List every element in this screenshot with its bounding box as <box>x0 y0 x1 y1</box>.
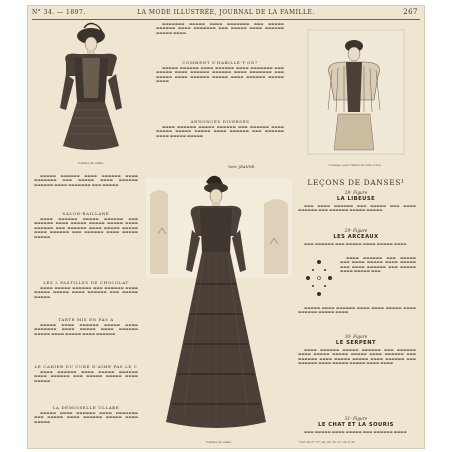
figure-29-number: 29ᵉ Figure <box>344 228 368 233</box>
subhead-left-3: TARTE MIS EN PAS A <box>58 317 114 322</box>
text-left-6: ▬▬▬▬▬ ▬▬▬▬ ▬▬▬▬▬▬ ▬▬▬▬ ▬▬▬▬▬▬▬ ▬▬▬ ▬▬▬▬▬ ▬▬▬▬ ▬▬▬▬▬▬ ▬▬▬▬▬ ▬▬▬▬ ▬▬▬▬▬ <box>34 411 138 424</box>
text-fig-30: ▬▬▬▬ ▬▬▬▬▬▬ ▬▬▬▬▬ ▬▬▬▬▬▬ ▬▬▬ ▬▬▬▬▬▬ ▬▬▬▬ ▬▬▬▬▬ ▬▬▬▬▬ ▬▬▬▬▬ ▬▬▬▬ ▬▬▬▬▬▬ ▬▬▬ ▬▬▬▬▬▬ ▬▬▬▬ ▬▬▬▬▬ ▬▬▬▬▬ ▬▬▬▬ ▬▬▬▬▬▬ ▬▬▬ ▬▬▬▬▬▬ ▬▬▬▬ ▬▬▬▬▬ ▬▬▬▬▬ ▬▬▬▬ ▬▬▬▬ <box>298 348 416 366</box>
figure-29-name: LES ARCEAUX <box>333 234 379 240</box>
subhead-left-2: LES 2 PASTILLES DE CHOCOLAT <box>43 280 129 285</box>
figure-28-number: 28ᵉ Figure <box>344 190 368 195</box>
text-left-3: ▬▬▬▬ ▬▬▬▬▬ ▬▬▬▬▬▬ ▬▬▬ ▬▬▬▬▬▬ ▬▬▬▬ ▬▬▬▬▬ ▬▬▬▬▬ ▬▬▬▬ ▬▬▬▬▬▬ ▬▬▬ ▬▬▬▬▬ ▬▬▬▬▬ <box>34 286 138 299</box>
text-fig-29-c: ▬▬▬▬▬ ▬▬▬▬ ▬▬▬▬▬▬ ▬▬▬▬ ▬▬▬▬ ▬▬▬▬▬ ▬▬▬▬ ▬▬▬▬▬▬ ▬▬▬▬▬ ▬▬▬▬ <box>298 306 416 315</box>
subhead-left-5: LA DEMOISELLE ULLABE <box>52 405 120 410</box>
header-rule <box>32 19 420 20</box>
text-left-4: ▬▬▬▬▬ ▬▬▬▬ ▬▬▬▬▬▬ ▬▬▬▬▬ ▬▬▬▬ ▬▬▬▬▬▬▬ ▬▬▬▬ ▬▬▬▬▬ ▬▬▬▬ ▬▬▬▬▬▬ ▬▬▬▬▬ ▬▬▬▬ ▬▬▬▬▬ ▬▬▬▬ ▬▬▬▬▬▬ <box>34 323 138 336</box>
figure-31-number: 31ᵉ Figure <box>344 416 368 421</box>
fashion-plate-left <box>36 22 146 162</box>
signature: Ystri. JEANNE. <box>228 165 256 169</box>
fashion-plate-right <box>298 24 410 164</box>
subhead-left-4: LE CAHIER DU CURÉ N'AIME PAS LE C <box>34 364 138 369</box>
page-number: 267 <box>403 8 418 16</box>
text-middle-top-1: ▬▬▬▬▬▬▬ ▬▬▬▬▬ ▬▬▬▬ ▬▬▬▬▬▬▬ ▬▬▬ ▬▬▬▬▬ ▬▬▬▬▬▬ ▬▬▬▬ ▬▬▬▬▬▬▬ ▬▬▬ ▬▬▬▬▬ ▬▬▬▬ ▬▬▬▬▬▬ ▬▬▬▬▬ ▬▬▬▬ <box>156 22 284 35</box>
subhead-left-1: SALON-RAILLANE <box>62 211 110 216</box>
page-header <box>28 6 424 20</box>
text-left-2: ▬▬▬▬ ▬▬▬▬▬▬ ▬▬▬▬▬ ▬▬▬▬▬▬ ▬▬▬ ▬▬▬▬▬▬ ▬▬▬▬ ▬▬▬▬▬ ▬▬▬▬▬ ▬▬▬▬▬ ▬▬▬▬ ▬▬▬▬▬▬ ▬▬▬ ▬▬▬▬▬▬ ▬▬▬▬ ▬▬▬▬▬ ▬▬▬▬▬ ▬▬▬▬ ▬▬▬▬▬▬ ▬▬▬ ▬▬▬▬▬▬ ▬▬▬▬ ▬▬▬▬▬ ▬▬▬▬▬ <box>34 217 138 239</box>
masthead: LA MODE ILLUSTRÉE, JOURNAL DE LA FAMILLE. <box>137 9 315 16</box>
dance-lessons-title: LEÇONS DE DANSES¹ <box>307 178 405 187</box>
text-fig-29-a: ▬▬▬ ▬▬▬▬▬▬ ▬▬▬ ▬▬▬▬▬ ▬▬▬▬ ▬▬▬▬▬ ▬▬▬▬ <box>304 242 407 246</box>
fashion-plate-center <box>144 174 294 440</box>
caption-left: Toilette de visite. <box>77 161 105 165</box>
text-left-5: ▬▬▬▬ ▬▬▬▬▬▬ ▬▬▬▬ ▬▬▬▬▬ ▬▬▬▬▬▬ ▬▬▬▬ ▬▬▬▬▬▬ ▬▬▬ ▬▬▬▬▬ ▬▬▬▬▬ ▬▬▬▬ ▬▬▬▬▬ <box>34 370 138 383</box>
footnote: ¹ Voir les nᵒˢ 27, 28, 29, 30, 31, 32 et 33. <box>298 440 356 444</box>
magazine-page <box>28 6 424 448</box>
text-left-1: ▬▬▬▬▬ ▬▬▬▬▬▬ ▬▬▬▬ ▬▬▬▬▬▬ ▬▬▬▬ ▬▬▬▬▬▬▬ ▬▬▬ ▬▬▬▬▬ ▬▬▬▬ ▬▬▬▬▬▬ ▬▬▬▬▬▬ ▬▬▬▬ ▬▬▬▬▬▬▬ ▬▬▬ ▬▬▬▬▬ <box>34 174 138 187</box>
text-middle-top-2: ▬▬▬▬▬ ▬▬▬▬▬▬ ▬▬▬▬ ▬▬▬▬▬▬ ▬▬▬▬ ▬▬▬▬▬▬▬ ▬▬▬ ▬▬▬▬▬ ▬▬▬▬ ▬▬▬▬▬▬ ▬▬▬▬▬▬ ▬▬▬▬ ▬▬▬▬▬▬▬ ▬▬▬ ▬▬▬▬▬ ▬▬▬▬ ▬▬▬▬▬▬ ▬▬▬▬▬ ▬▬▬▬ ▬▬▬▬▬▬ ▬▬▬▬▬ ▬▬▬▬ <box>156 66 284 84</box>
subhead-middle-1: COMMENT S'HABILLE-T-ON? <box>182 60 258 65</box>
subhead-middle-2: ANNONCES DIVERSES <box>190 119 250 124</box>
figure-31-name: LE CHAT ET LA SOURIS <box>318 422 394 428</box>
text-fig-28: ▬▬▬ ▬▬▬▬ ▬▬▬▬▬▬ ▬▬▬ ▬▬▬▬▬ ▬▬▬ ▬▬▬▬ ▬▬▬▬▬▬ ▬▬▬ ▬▬▬▬▬▬ ▬▬▬▬▬ ▬▬▬▬▬ <box>298 204 416 213</box>
issue-number: N° 34. — 1897. <box>32 9 86 16</box>
dance-diagram <box>302 256 336 300</box>
text-fig-29-b: ▬▬▬▬ ▬▬▬▬▬▬ ▬▬▬ ▬▬▬▬▬ ▬▬▬ ▬▬▬▬ ▬▬▬▬▬ ▬▬▬▬ ▬▬▬▬▬ ▬▬▬ ▬▬▬▬ ▬▬▬▬▬▬ ▬▬▬ ▬▬▬▬▬ ▬▬▬▬ ▬▬▬▬▬ ▬▬▬ <box>340 256 416 274</box>
caption-right: Corsage pour visites de ville à dos. <box>328 163 382 167</box>
figure-28-name: LA LIBEUSE <box>336 196 376 202</box>
caption-center: Toilette de visite. <box>205 440 233 444</box>
figure-30-name: LE SERPENT <box>335 340 377 346</box>
text-middle-top-3: ▬▬▬▬ ▬▬▬▬▬▬ ▬▬▬▬▬ ▬▬▬▬▬▬ ▬▬▬ ▬▬▬▬▬▬ ▬▬▬▬ ▬▬▬▬▬ ▬▬▬▬▬ ▬▬▬▬▬ ▬▬▬▬ ▬▬▬▬▬▬ ▬▬▬ ▬▬▬▬▬▬ ▬▬▬▬ ▬▬▬▬▬ ▬▬▬▬▬ <box>156 125 284 138</box>
figure-30-number: 30ᵉ Figure <box>344 334 368 339</box>
text-fig-31: ▬▬▬ ▬▬▬▬▬ ▬▬▬▬ ▬▬▬▬▬ ▬▬▬ ▬▬▬▬▬▬ ▬▬▬▬ <box>304 430 407 434</box>
